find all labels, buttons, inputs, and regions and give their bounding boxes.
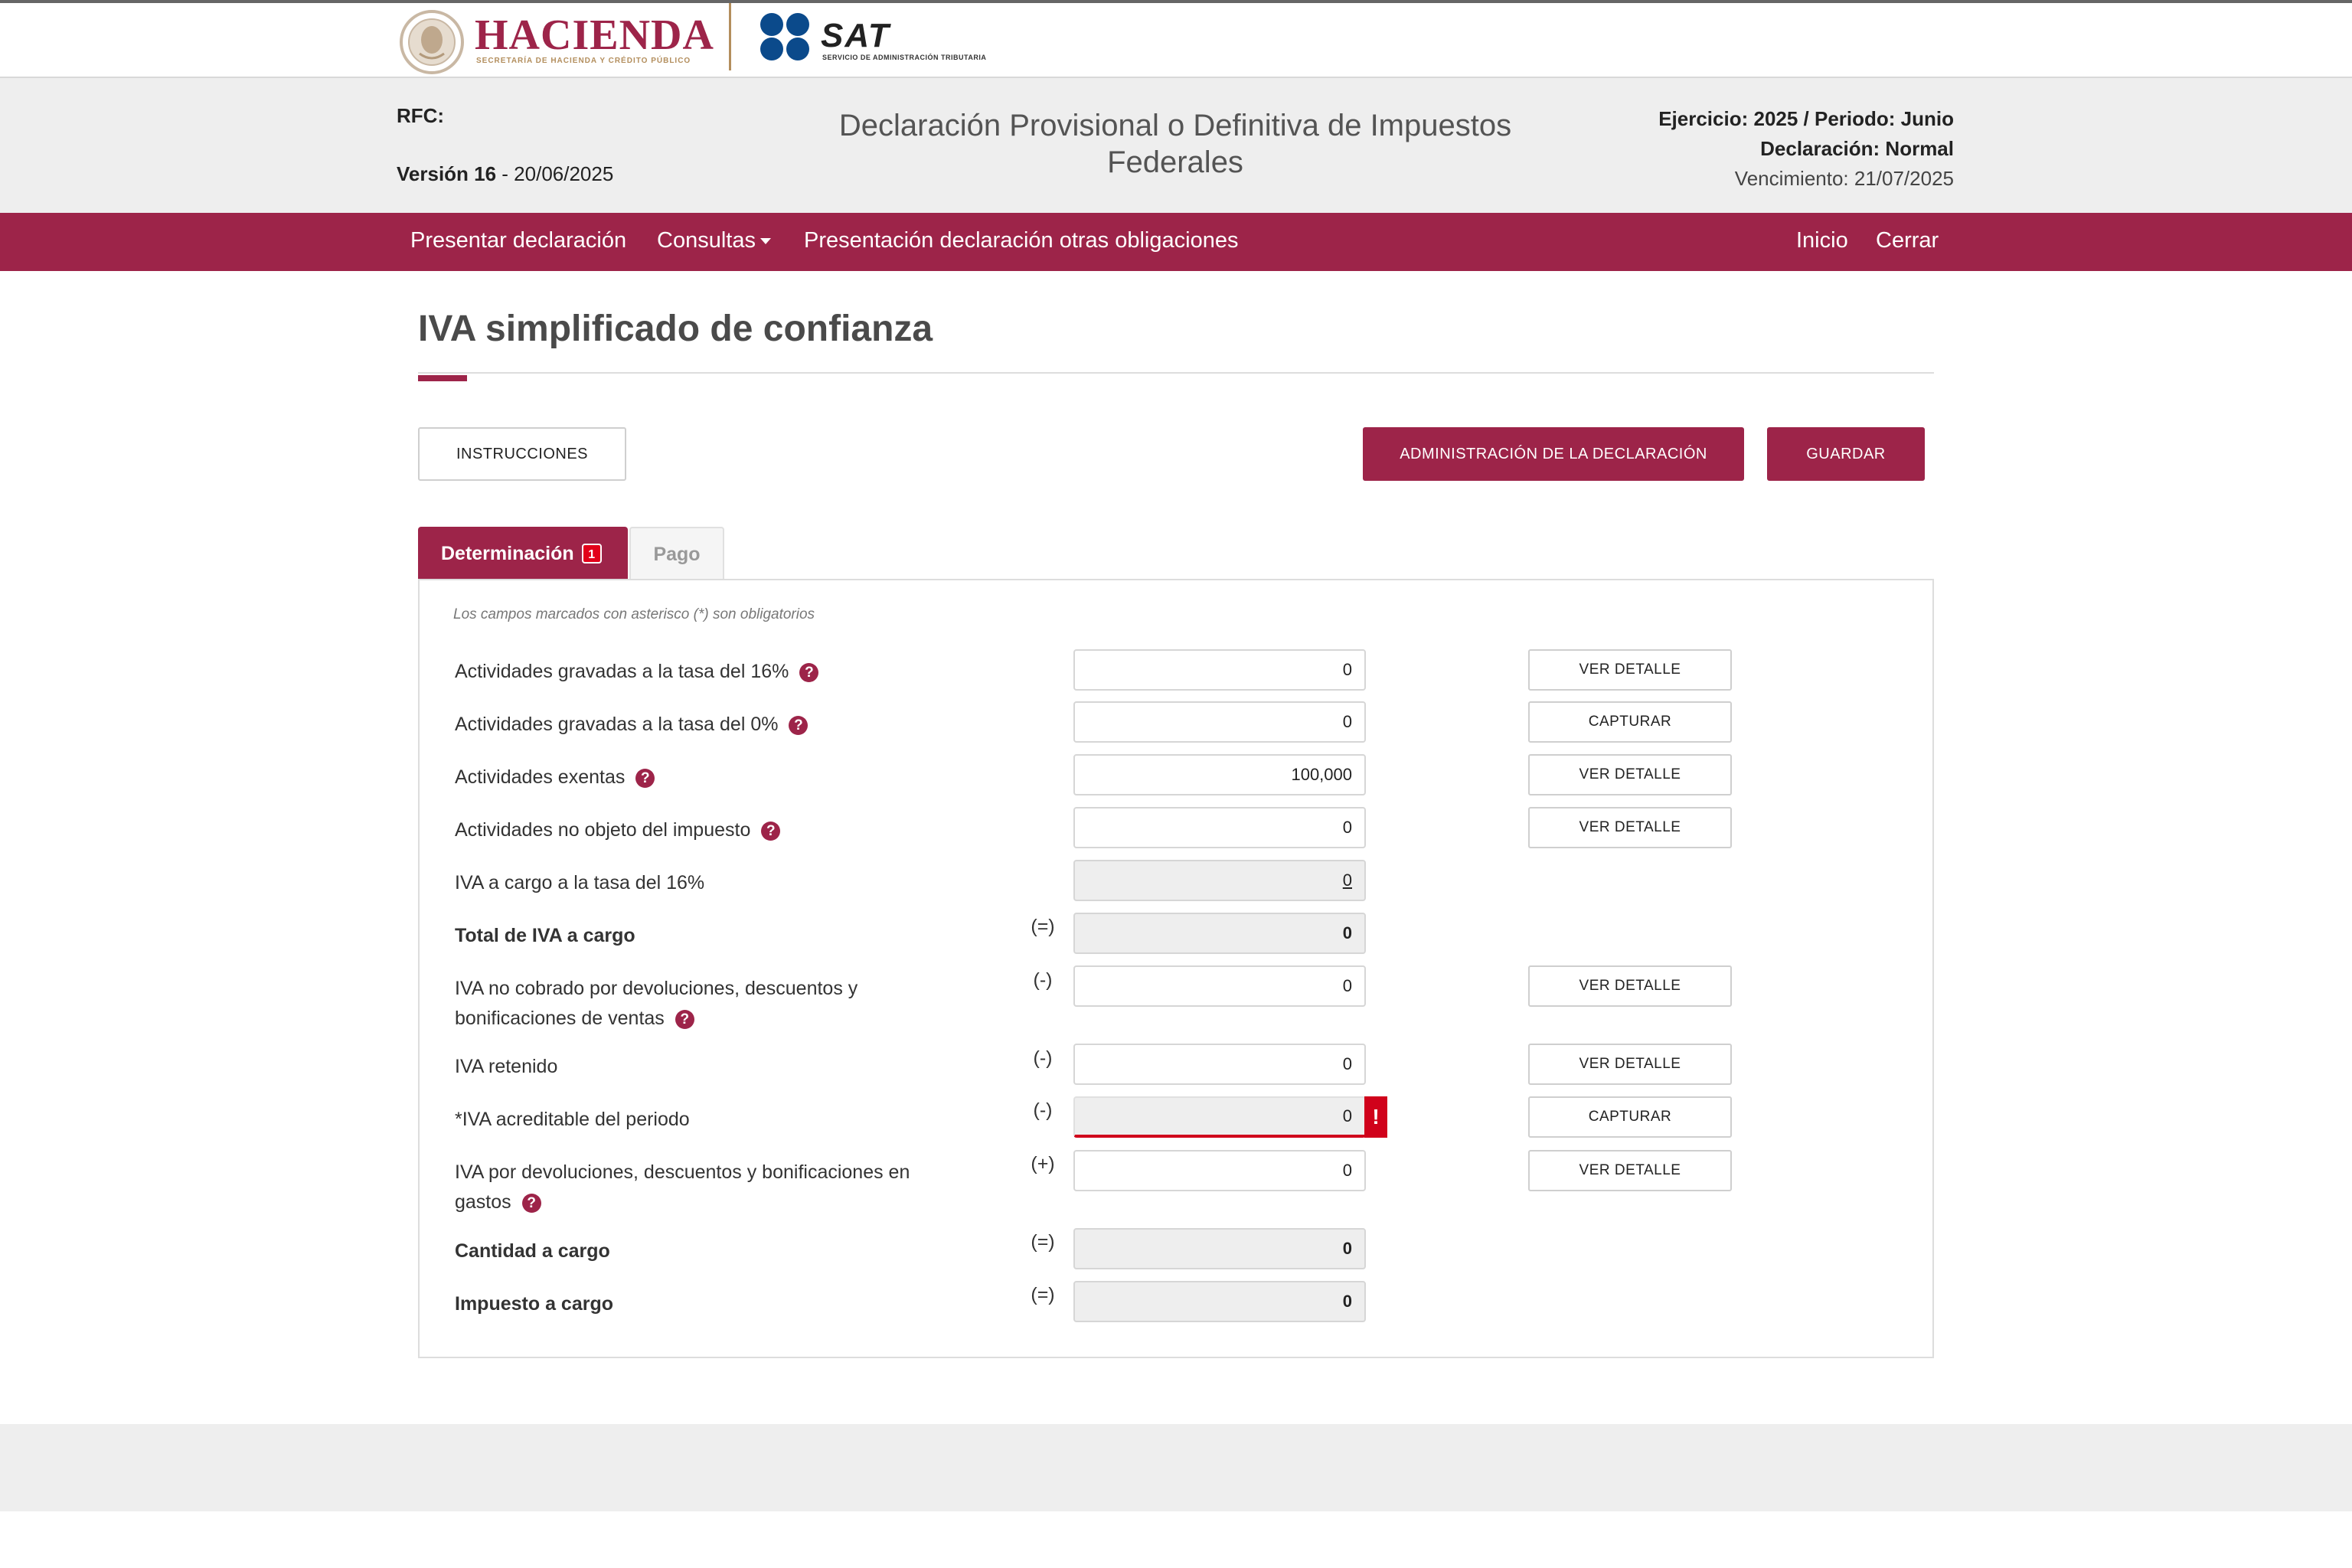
sat-logo-text: SAT bbox=[821, 17, 890, 54]
national-seal-icon bbox=[397, 9, 467, 75]
version-info bbox=[397, 162, 613, 186]
field-label: Total de IVA a cargo bbox=[455, 925, 635, 946]
ver-detalle-button[interactable]: VER DETALLE bbox=[1528, 1150, 1732, 1191]
field-label-text-line2: gastos bbox=[455, 1191, 511, 1213]
field-label bbox=[455, 1158, 910, 1217]
question-circle-icon[interactable]: ? bbox=[799, 663, 818, 682]
tab-pago[interactable]: Pago bbox=[629, 527, 724, 580]
operator-sign: (+) bbox=[1031, 1153, 1055, 1174]
validation-error-icon[interactable]: ! bbox=[1364, 1096, 1387, 1138]
caret-down-icon bbox=[760, 238, 771, 244]
field-label-text: Actividades gravadas a la tasa del 16% bbox=[455, 661, 789, 682]
operator-sign: (=) bbox=[1031, 1284, 1055, 1305]
hacienda-logo-text: HACIENDA bbox=[475, 11, 714, 59]
field-label: IVA a cargo a la tasa del 16% bbox=[455, 872, 705, 893]
iva-retenido-input[interactable] bbox=[1073, 1044, 1366, 1085]
sat-logo-subtitle: SERVICIO DE ADMINISTRACIÓN TRIBUTARIA bbox=[822, 54, 987, 61]
field-label-text: IVA por devoluciones, descuentos y bonificaciones en bbox=[455, 1161, 910, 1183]
field-label-text: IVA no cobrado por devoluciones, descuentos y bbox=[455, 978, 858, 999]
error-count-badge: 1 bbox=[582, 544, 602, 564]
required-fields-note: Los campos marcados con asterisco (*) son obligatorios bbox=[453, 606, 815, 622]
field-label-text: Actividades exentas bbox=[455, 766, 626, 788]
nav-cerrar[interactable]: Cerrar bbox=[1876, 228, 1939, 253]
field-label bbox=[455, 763, 655, 792]
actividades-exentas-input[interactable] bbox=[1073, 754, 1366, 795]
main-navbar bbox=[0, 213, 2352, 271]
ver-detalle-button[interactable]: VER DETALLE bbox=[1528, 649, 1732, 691]
declaration-header bbox=[0, 77, 2352, 213]
title-accent-bar bbox=[418, 375, 467, 381]
question-circle-icon[interactable]: ? bbox=[761, 822, 780, 841]
period-info bbox=[1658, 104, 1954, 194]
ver-detalle-button[interactable]: VER DETALLE bbox=[1528, 807, 1732, 848]
field-label-text-line2: bonificaciones de ventas bbox=[455, 1008, 665, 1029]
operator-sign: (-) bbox=[1033, 969, 1053, 991]
ver-detalle-button[interactable]: VER DETALLE bbox=[1528, 965, 1732, 1007]
question-circle-icon[interactable]: ? bbox=[789, 716, 808, 735]
impuesto-cargo-value bbox=[1073, 1281, 1366, 1322]
declaracion-type: Declaración: Normal bbox=[1760, 137, 1954, 160]
field-label bbox=[455, 657, 818, 687]
tab-determinacion-label: Determinación bbox=[441, 542, 574, 564]
capturar-button[interactable]: CAPTURAR bbox=[1528, 701, 1732, 743]
declaration-title: Declaración Provisional o Definitiva de Impuestos Federales bbox=[838, 109, 1512, 179]
nav-inicio[interactable]: Inicio bbox=[1796, 228, 1848, 253]
field-label-text: Actividades gravadas a la tasa del 0% bbox=[455, 714, 779, 735]
nav-presentar-declaracion[interactable]: Presentar declaración bbox=[410, 228, 627, 253]
field-label-text: Actividades no objeto del impuesto bbox=[455, 819, 751, 841]
page-title: IVA simplificado de confianza bbox=[418, 309, 933, 349]
question-circle-icon[interactable]: ? bbox=[635, 769, 655, 788]
field-label: Cantidad a cargo bbox=[455, 1240, 610, 1262]
title-divider bbox=[418, 372, 1934, 374]
iva-devoluciones-gastos-input[interactable] bbox=[1073, 1150, 1366, 1191]
guardar-button[interactable]: GUARDAR bbox=[1767, 427, 1925, 481]
field-label: *IVA acreditable del periodo bbox=[455, 1109, 690, 1130]
capturar-button[interactable]: CAPTURAR bbox=[1528, 1096, 1732, 1138]
operator-sign: (-) bbox=[1033, 1047, 1053, 1069]
iva-no-cobrado-input[interactable] bbox=[1073, 965, 1366, 1007]
sat-logo-icon bbox=[758, 12, 815, 61]
operator-sign: (-) bbox=[1033, 1099, 1053, 1121]
question-circle-icon[interactable]: ? bbox=[675, 1010, 694, 1029]
actividades-0-input[interactable] bbox=[1073, 701, 1366, 743]
cantidad-cargo-value bbox=[1073, 1228, 1366, 1269]
page-footer bbox=[0, 1424, 2352, 1511]
actividades-no-objeto-input[interactable] bbox=[1073, 807, 1366, 848]
ver-detalle-button[interactable]: VER DETALLE bbox=[1528, 1044, 1732, 1085]
rfc-label: RFC: bbox=[397, 104, 445, 127]
actividades-16-input[interactable] bbox=[1073, 649, 1366, 691]
total-iva-cargo-value bbox=[1073, 913, 1366, 954]
question-circle-icon[interactable]: ? bbox=[522, 1194, 541, 1213]
administracion-declaracion-button[interactable]: ADMINISTRACIÓN DE LA DECLARACIÓN bbox=[1363, 427, 1744, 481]
nav-consultas-label: Consultas bbox=[657, 228, 756, 253]
field-label: Impuesto a cargo bbox=[455, 1293, 613, 1315]
ver-detalle-button[interactable]: VER DETALLE bbox=[1528, 754, 1732, 795]
operator-sign: (=) bbox=[1031, 1231, 1055, 1253]
field-label bbox=[455, 974, 858, 1034]
nav-consultas-dropdown[interactable] bbox=[657, 228, 771, 253]
logo-bar bbox=[0, 3, 2352, 77]
ejercicio-periodo: Ejercicio: 2025 / Periodo: Junio bbox=[1658, 107, 1954, 130]
tab-determinacion[interactable] bbox=[418, 527, 628, 580]
operator-sign: (=) bbox=[1031, 916, 1055, 937]
nav-otras-obligaciones[interactable]: Presentación declaración otras obligaciones bbox=[804, 228, 1239, 253]
field-label bbox=[455, 815, 780, 845]
field-label bbox=[455, 710, 808, 740]
version-label: Versión 16 bbox=[397, 162, 497, 185]
logo-divider bbox=[729, 3, 731, 70]
iva-acreditable-input[interactable] bbox=[1073, 1096, 1366, 1138]
vencimiento-date: Vencimiento: 21/07/2025 bbox=[1734, 167, 1954, 190]
field-label: IVA retenido bbox=[455, 1056, 558, 1077]
instrucciones-button[interactable]: INSTRUCCIONES bbox=[418, 427, 626, 481]
iva-cargo-16-value[interactable] bbox=[1073, 860, 1366, 901]
version-date: - 20/06/2025 bbox=[496, 162, 614, 185]
hacienda-logo-subtitle: SECRETARÍA DE HACIENDA Y CRÉDITO PÚBLICO bbox=[476, 57, 691, 65]
